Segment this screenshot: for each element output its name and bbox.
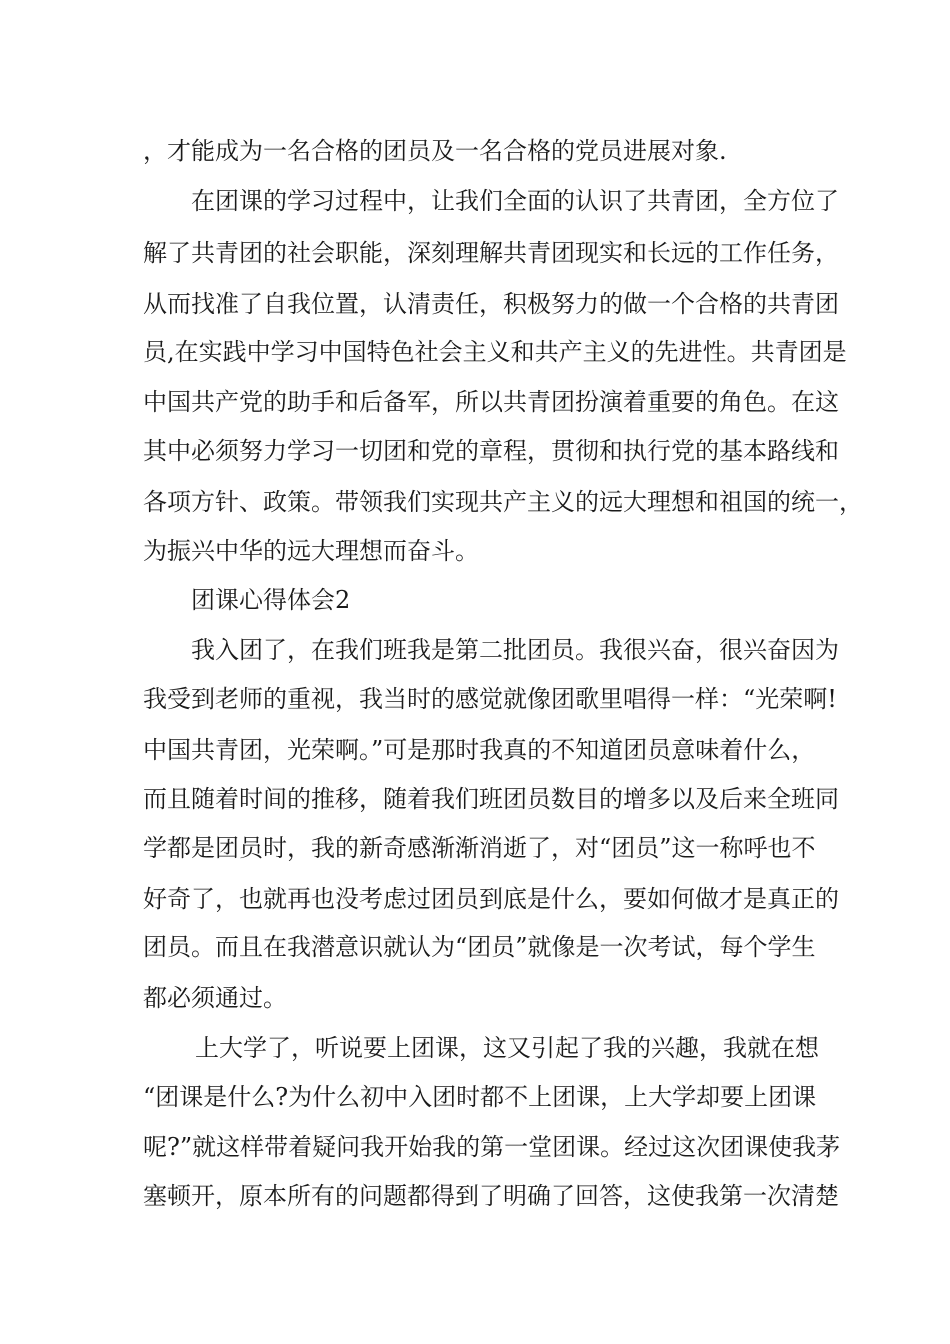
text-line: 各项方针、政策。带领我们实现共产主义的远大理想和祖国的统一，: [143, 488, 863, 516]
text-line: 解了共青团的社会职能，深刻理解共青团现实和长远的工作任务，: [143, 239, 839, 267]
text-line: 中国共产党的助手和后备军，所以共青团扮演着重要的角色。在这: [143, 388, 839, 416]
text-line: 都必须通过。: [143, 984, 287, 1012]
text-line: 上大学了，听说要上团课，这又引起了我的兴趣，我就在想: [195, 1034, 819, 1062]
text-line: ，才能成为一名合格的团员及一名合格的党员进展对象.: [143, 137, 727, 165]
text-line: 学都是团员时，我的新奇感渐渐消逝了，对“团员”这一称呼也不: [143, 834, 816, 862]
text-line: 我受到老师的重视，我当时的感觉就像团歌里唱得一样：“光荣啊!: [143, 685, 837, 713]
text-line: 为振兴中华的远大理想而奋斗。: [143, 537, 479, 565]
text-line: 呢?”就这样带着疑问我开始我的第一堂团课。经过这次团课使我茅: [143, 1133, 841, 1161]
text-line: 好奇了，也就再也没考虑过团员到底是什么，要如何做才是真正的: [143, 885, 839, 913]
section-heading: 团课心得体会2: [191, 586, 351, 614]
text-line: 其中必须努力学习一切团和党的章程，贯彻和执行党的基本路线和: [143, 437, 839, 465]
text-line: 在团课的学习过程中，让我们全面的认识了共青团，全方位了: [191, 187, 839, 215]
text-line: 员,在实践中学习中国特色社会主义和共产主义的先进性。共青团是: [143, 338, 847, 366]
text-line: 团员。而且在我潜意识就认为“团员”就像是一次考试，每个学生: [143, 933, 816, 961]
text-line: 中国共青团，光荣啊。”可是那时我真的不知道团员意味着什么，: [143, 736, 816, 764]
text-line: “团课是什么?为什么初中入团时都不上团课，上大学却要上团课: [143, 1083, 817, 1111]
text-line: 塞顿开，原本所有的问题都得到了明确了回答，这使我第一次清楚: [143, 1182, 839, 1210]
text-line: 而且随着时间的推移，随着我们班团员数目的增多以及后来全班同: [143, 785, 839, 813]
text-line: 从而找准了自我位置，认清责任，积极努力的做一个合格的共青团: [143, 290, 839, 318]
text-line: 我入团了，在我们班我是第二批团员。我很兴奋，很兴奋因为: [191, 636, 839, 664]
